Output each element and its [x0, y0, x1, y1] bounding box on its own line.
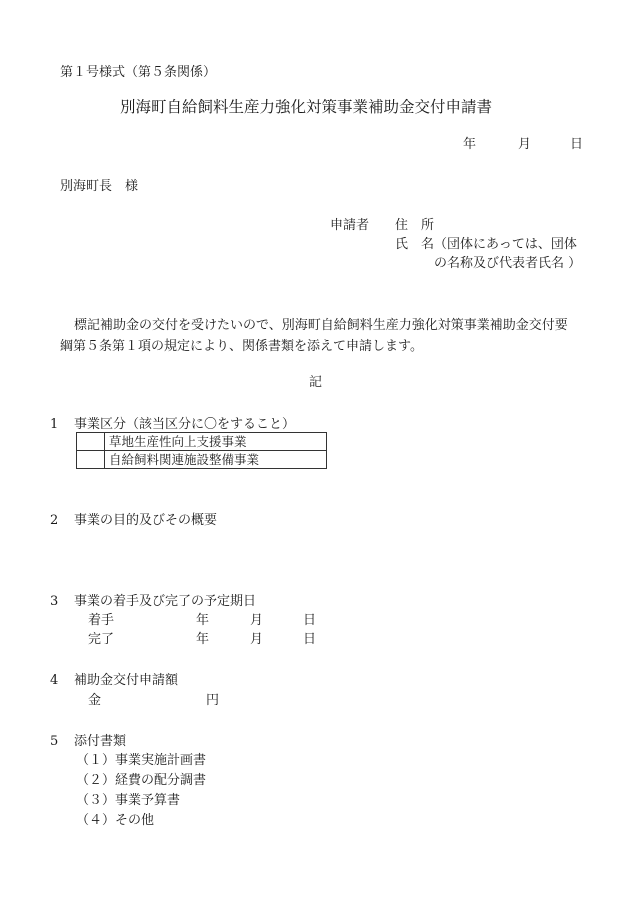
section-1-number: 1: [50, 417, 59, 432]
ki-heading: 記: [309, 375, 323, 390]
date-day: 日: [570, 137, 584, 152]
category-check-box[interactable]: [77, 433, 105, 451]
section-5-title: 添付書類: [74, 734, 127, 749]
schedule-start-label: 着手: [88, 613, 115, 628]
category-row: [77, 433, 327, 451]
category-check-box[interactable]: [77, 451, 105, 469]
addressee: 別海町長 様: [60, 179, 139, 194]
category-label: 草地生産性向上支援事業: [105, 433, 327, 451]
section-2-number: 2: [50, 513, 59, 528]
form-number: 第１号様式（第５条関係）: [60, 65, 217, 80]
schedule-end-label: 完了: [88, 632, 115, 647]
applicant-role: 申請者: [330, 218, 370, 233]
amount-prefix: 金: [88, 693, 102, 708]
schedule-start-month: 月: [250, 613, 264, 628]
attachment-item: （４）その他: [76, 813, 155, 828]
schedule-start-year: 年: [196, 613, 210, 628]
section-3-number: 3: [50, 594, 59, 609]
date-month: 月: [518, 137, 532, 152]
attachment-item: （２）経費の配分調書: [76, 773, 207, 788]
schedule-end-year: 年: [196, 632, 210, 647]
category-row: [77, 451, 327, 469]
section-4-number: 4: [50, 673, 59, 688]
section-5-number: 5: [50, 734, 59, 749]
schedule-start-day: 日: [303, 613, 317, 628]
category-label: 自給飼料関連施設整備事業: [105, 451, 327, 469]
section-3-title: 事業の着手及び完了の予定期日: [74, 594, 257, 609]
body-text-line-2: 綱第５条第１項の規定により、関係書類を添えて申請します。: [60, 339, 423, 354]
date-year: 年: [463, 137, 477, 152]
section-4-title: 補助金交付申請額: [74, 673, 179, 688]
body-text-line-1: 標記補助金の交付を受けたいので、別海町自給飼料生産力強化対策事業補助金交付要: [74, 318, 568, 333]
document-title: 別海町自給飼料生産力強化対策事業補助金交付申請書: [120, 98, 493, 116]
section-2-title: 事業の目的及びその概要: [74, 513, 218, 528]
attachment-item: （３）事業予算書: [76, 793, 181, 808]
schedule-end-month: 月: [250, 632, 264, 647]
name-label: 氏 名（団体にあっては、団体: [395, 237, 577, 252]
category-table: [76, 432, 327, 469]
schedule-end-day: 日: [303, 632, 317, 647]
attachment-item: （１）事業実施計画書: [76, 753, 207, 768]
section-1-title: 事業区分（該当区分に〇をすること）: [74, 417, 296, 432]
name-note: の名称及び代表者氏名 ）: [434, 256, 582, 271]
amount-unit: 円: [206, 693, 220, 708]
address-label: 住 所: [395, 218, 435, 233]
